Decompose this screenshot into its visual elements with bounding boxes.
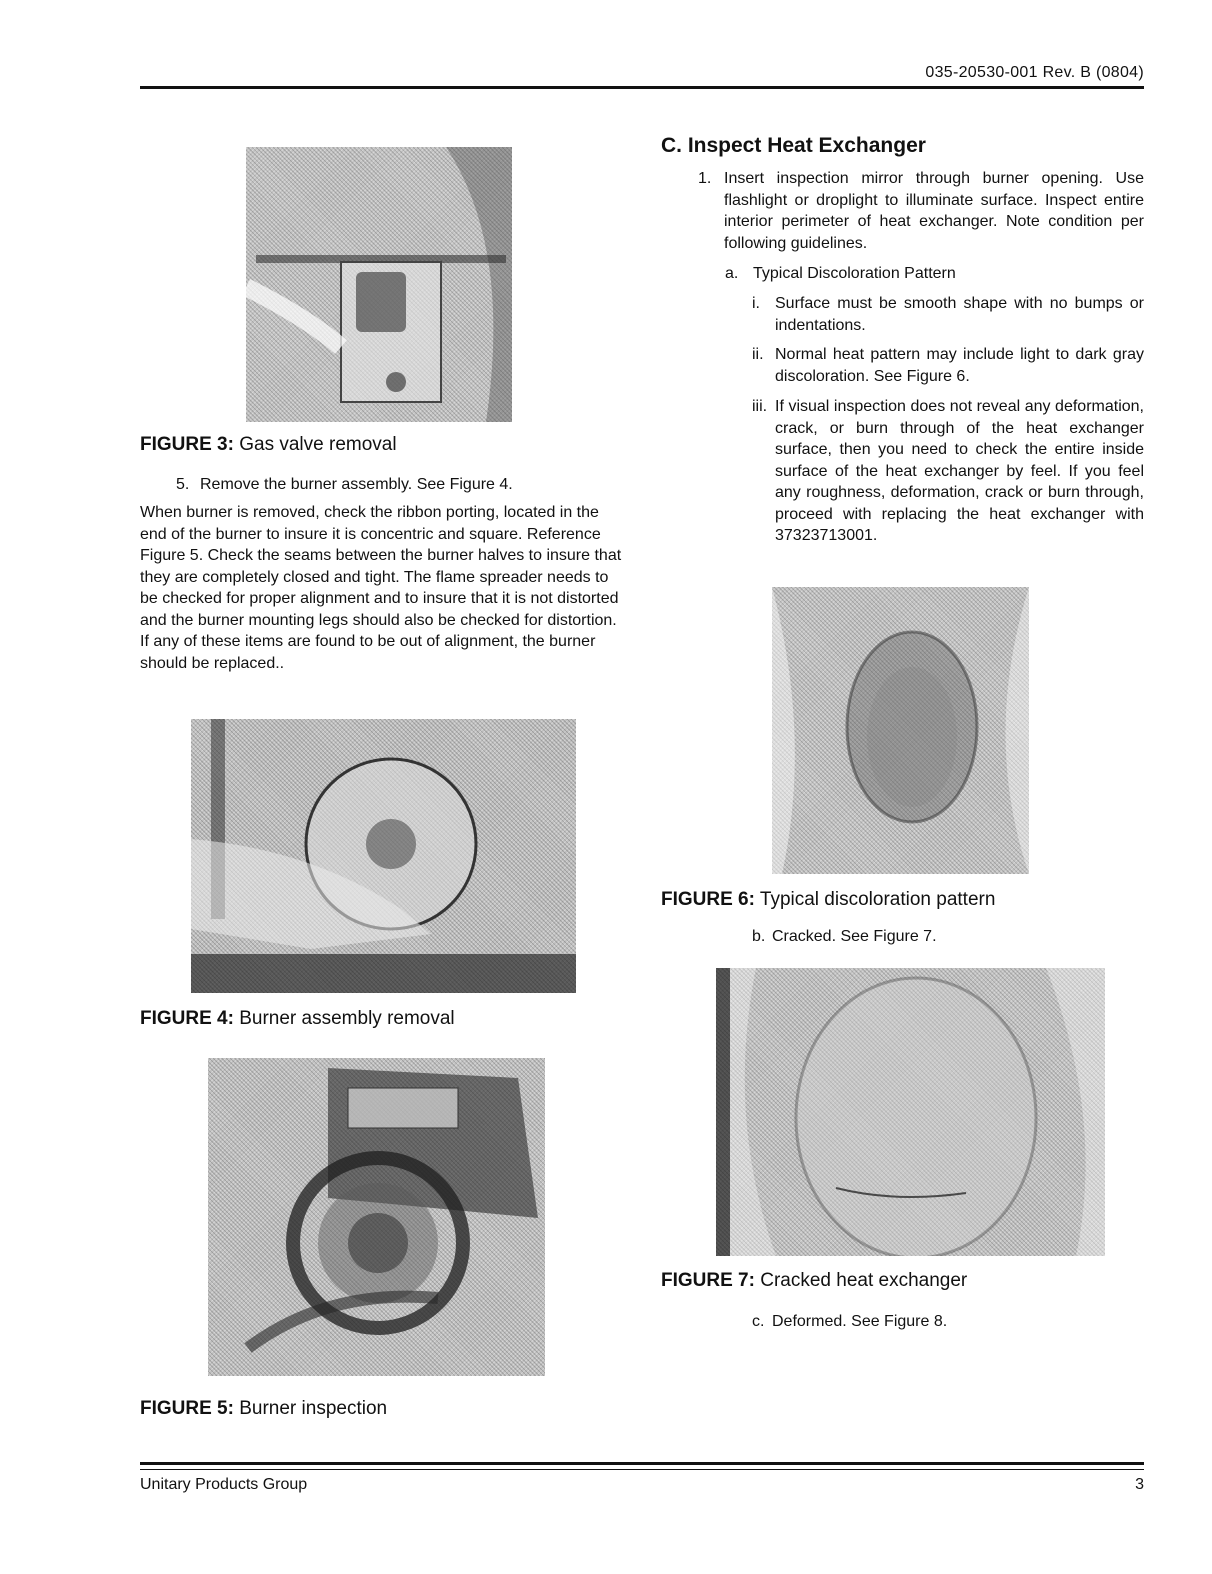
figure-5-label: FIGURE 5: xyxy=(140,1398,234,1419)
burner-inspection-illustration xyxy=(208,1058,545,1376)
sub-item-ii-text: Normal heat pattern may include light to dark gray discoloration. See Figure 6. xyxy=(775,346,1144,385)
sub-item-b-text: Cracked. See Figure 7. xyxy=(772,928,937,945)
figure-4-title: Burner assembly removal xyxy=(239,1008,455,1029)
figure-7-caption xyxy=(661,1270,967,1292)
step-5 xyxy=(176,474,513,496)
sub-item-iii-numeral: iii. xyxy=(752,398,768,415)
step-1 xyxy=(698,168,1144,254)
sub-item-i xyxy=(752,293,1144,336)
figure-4-photo xyxy=(191,719,576,993)
sub-item-a-letter: a. xyxy=(725,265,739,282)
figure-3-caption xyxy=(140,434,397,456)
sub-item-b xyxy=(752,926,937,948)
step-1-number: 1. xyxy=(698,170,712,187)
figure-4-caption xyxy=(140,1008,455,1030)
figure-3-label: FIGURE 3: xyxy=(140,434,234,455)
figure-4-label: FIGURE 4: xyxy=(140,1008,234,1029)
figure-6-caption xyxy=(661,889,995,911)
figure-7-photo xyxy=(716,968,1105,1256)
figure-5-title: Burner inspection xyxy=(239,1398,388,1419)
step-1-text: Insert inspection mirror through burner opening. Use flashlight or droplight to illuminate surface. Inspect entire interior perimeter of heat exchanger. Note condition per following guidelines. xyxy=(724,170,1144,252)
burner-assembly-illustration xyxy=(191,719,576,993)
footer-rule-thin xyxy=(140,1469,1144,1470)
document-number: 035-20530-001 Rev. B (0804) xyxy=(925,64,1144,81)
sub-item-i-numeral: i. xyxy=(752,295,760,312)
sub-item-i-text: Surface must be smooth shape with no bumps or indentations. xyxy=(775,295,1144,334)
sub-item-ii xyxy=(752,344,1144,387)
sub-item-b-letter: b. xyxy=(752,928,766,945)
figure-3-title: Gas valve removal xyxy=(239,434,397,455)
footer-rule-thick xyxy=(140,1462,1144,1465)
figure-6-title: Typical discoloration pattern xyxy=(759,889,996,910)
page-number: 3 xyxy=(1135,1476,1144,1493)
sub-item-iii-text: If visual inspection does not reveal any deformation, crack, or burn through of the heat exchanger surface, then you need to check the entire inside surface of the heat exchanger by feel. If you feel any roughness, deformation, crack or burn through, proceed with replacing the heat exchanger with 37323713001. xyxy=(775,398,1144,544)
sub-item-ii-numeral: ii. xyxy=(752,346,764,363)
figure-6-label: FIGURE 6: xyxy=(661,889,755,910)
footer-company: Unitary Products Group xyxy=(140,1476,308,1493)
step-5-number: 5. xyxy=(176,476,190,493)
figure-5-caption xyxy=(140,1398,387,1420)
section-heading: C. Inspect Heat Exchanger xyxy=(661,134,926,157)
figure-3-photo xyxy=(246,147,512,422)
figure-7-title: Cracked heat exchanger xyxy=(760,1270,968,1291)
step-5-text: Remove the burner assembly. See Figure 4. xyxy=(200,476,513,493)
figure-7-label: FIGURE 7: xyxy=(661,1270,755,1291)
sub-item-c-letter: c. xyxy=(752,1313,765,1330)
discoloration-pattern-illustration xyxy=(772,587,1029,874)
figure-5-photo xyxy=(208,1058,545,1376)
header-rule xyxy=(140,86,1144,89)
cracked-heat-exchanger-illustration xyxy=(716,968,1105,1256)
sub-item-c-text: Deformed. See Figure 8. xyxy=(772,1313,948,1330)
burner-paragraph: When burner is removed, check the ribbon porting, located in the end of the burner to insure it is concentric and square. Reference Figure 5. Check the seams between the burner halves to insure that they are completely closed and tight. The flame spreader needs to be checked for proper alignment and to insure that it is not distorted and the burner mounting legs should also be checked for distortion. If any of these items are found to be out of alignment, the burner should be replaced.. xyxy=(140,504,622,672)
figure-6-photo xyxy=(772,587,1029,874)
sub-item-a xyxy=(725,263,956,285)
sub-item-c xyxy=(752,1311,947,1333)
sub-item-iii xyxy=(752,396,1144,547)
sub-item-a-text: Typical Discoloration Pattern xyxy=(753,265,956,282)
gas-valve-illustration xyxy=(246,147,512,422)
